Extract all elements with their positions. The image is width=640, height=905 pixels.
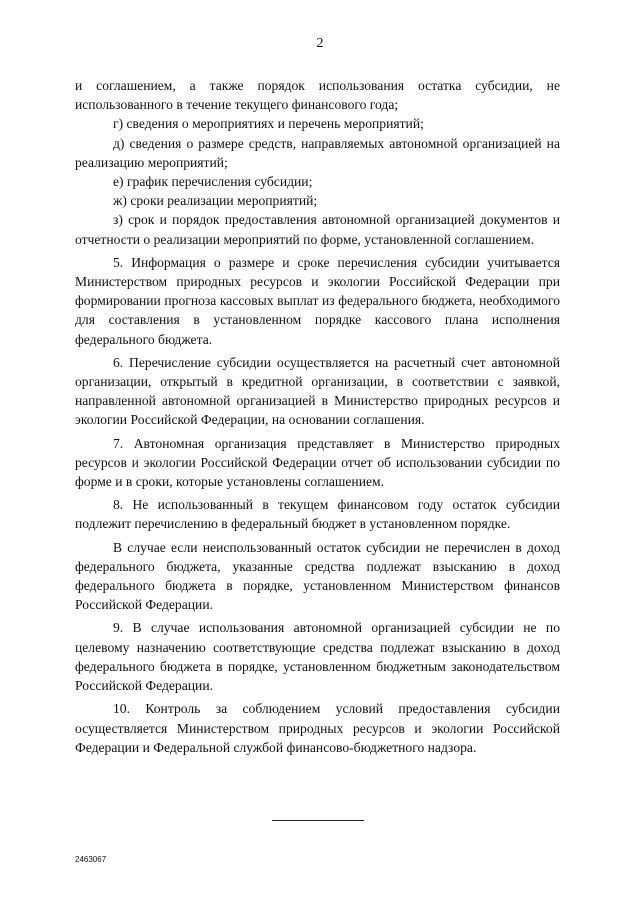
paragraph-item-z: з) срок и порядок предоставления автономной организацией документов и отчетности о реализации мероприятий по форме, установленной соглашением. (75, 212, 560, 247)
paragraph-item-e: е) график перечисления субсидии; (113, 174, 313, 190)
paragraph-10: 10. Контроль за соблюдением условий предоставления субсидии осуществляется Министерством природных ресурсов и экологии Российской Федерации и Федеральной службой финансово-бюджетного надзора. (75, 701, 560, 755)
paragraph-8-continued: В случае если неиспользованный остаток субсидии не перечислен в доход федерального бюджета, указанные средства подлежат взысканию в доход федерального бюджета в порядке, установленном Министерством финансов Российской Федерации. (75, 539, 560, 613)
paragraph-item-zh: ж) сроки реализации мероприятий; (113, 193, 318, 209)
paragraph-continuation: и соглашением, а также порядок использования остатка субсидии, не использованного в течение текущего финансового года; (75, 78, 560, 113)
paragraph-7: 7. Автономная организация представляет в Министерство природных ресурсов и экологии Российской Федерации отчет об использовании субсидии по форме и в сроки, которые установлены соглашением. (75, 435, 560, 490)
document-code: 2463067 (75, 855, 107, 864)
paragraph-6: 6. Перечисление субсидии осуществляется на расчетный счет автономной организации, открытый в кредитной организации, в соответствии с заявкой, направленной автономной организацией в Министерство природных ресурсов и экологии Российской Федерации, на основании соглашения. (75, 354, 560, 428)
page-number: 2 (316, 36, 324, 51)
paragraph-item-d: д) сведения о размере средств, направляемых автономной организацией на реализацию мероприятий; (75, 135, 560, 170)
paragraph-item-g: г) сведения о мероприятиях и перечень мероприятий; (113, 116, 424, 132)
paragraph-8: 8. Не использованный в текущем финансовом году остаток субсидии подлежит перечислению в федеральный бюджет в установленном порядке. (75, 497, 560, 532)
paragraph-5: 5. Информация о размере и сроке перечисления субсидии учитывается Министерством природных ресурсов и экологии Российской Федерации при формировании прогноза кассовых выплат из федерального бюджета, необходимого для составления в установленном порядке кассового плана исполнения федерального бюджета. (75, 254, 560, 347)
paragraph-9: 9. В случае использования автономной организацией субсидии не по целевому назначению соответствующие средства подлежат взысканию в доход федерального бюджета в порядке, установленном бюджетным законодательством Российской Федерации. (75, 620, 560, 694)
end-separator-line (272, 820, 364, 821)
document-body (75, 76, 560, 757)
